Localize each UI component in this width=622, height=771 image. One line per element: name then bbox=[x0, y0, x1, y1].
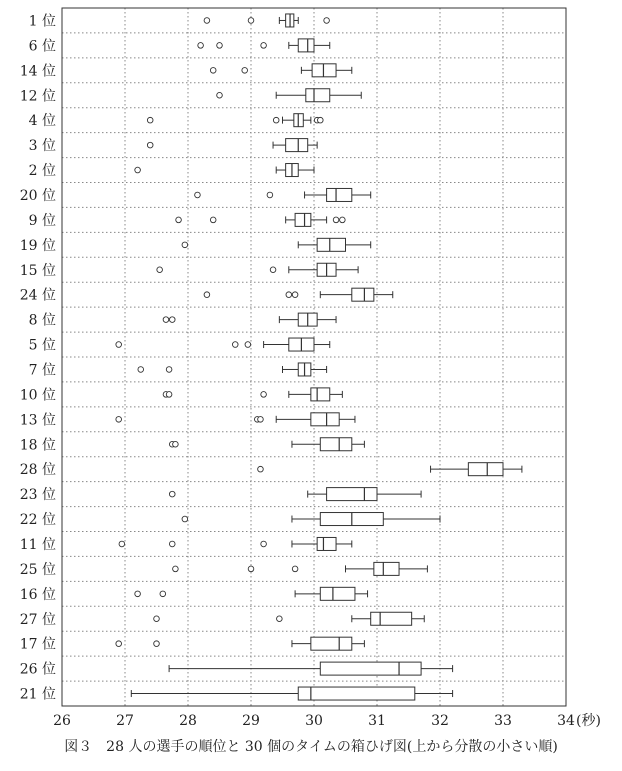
outlier-point bbox=[292, 292, 298, 298]
figure-caption: 図３ 28 人の選手の順位と 30 個のタイムの箱ひげ図(上から分散の小さい順) bbox=[64, 739, 558, 755]
row-label: 26 位 bbox=[19, 661, 56, 678]
row-label: 24 位 bbox=[19, 287, 56, 304]
box-row bbox=[20, 263, 358, 279]
iqr-box bbox=[352, 288, 374, 301]
x-tick-label: 27 bbox=[116, 713, 134, 729]
outlier-point bbox=[169, 491, 175, 497]
box-row bbox=[20, 687, 453, 703]
row-label: 5 位 bbox=[28, 337, 56, 354]
outlier-point bbox=[135, 591, 141, 597]
box-row bbox=[29, 113, 323, 129]
box-rows bbox=[20, 13, 522, 702]
row-label: 20 位 bbox=[19, 187, 56, 204]
iqr-box bbox=[298, 687, 415, 700]
outlier-point bbox=[248, 18, 254, 24]
row-label: 18 位 bbox=[19, 437, 56, 454]
box-row bbox=[20, 637, 365, 653]
iqr-box bbox=[298, 39, 314, 52]
x-unit-label: (秒) bbox=[576, 713, 601, 729]
outlier-point bbox=[258, 417, 264, 423]
box-row bbox=[20, 512, 440, 528]
outlier-point bbox=[324, 18, 330, 24]
outlier-point bbox=[210, 68, 216, 74]
row-label: 21 位 bbox=[19, 686, 56, 703]
box-row bbox=[20, 387, 343, 403]
row-label: 25 位 bbox=[19, 561, 56, 578]
x-tick-label: 26 bbox=[53, 713, 71, 729]
outlier-point bbox=[277, 616, 283, 622]
outlier-point bbox=[173, 441, 179, 447]
outlier-point bbox=[210, 217, 216, 223]
iqr-box bbox=[327, 188, 352, 201]
outlier-point bbox=[182, 516, 188, 522]
iqr-box bbox=[306, 89, 330, 102]
x-tick-label: 29 bbox=[242, 713, 260, 729]
outlier-point bbox=[163, 317, 169, 323]
iqr-box bbox=[320, 662, 421, 675]
iqr-box bbox=[374, 562, 399, 575]
iqr-box bbox=[317, 238, 345, 251]
box-row bbox=[29, 13, 330, 29]
outlier-point bbox=[166, 392, 172, 398]
box-row bbox=[20, 437, 365, 453]
row-label: 2 位 bbox=[28, 163, 56, 180]
iqr-box bbox=[371, 612, 412, 625]
outlier-point bbox=[173, 566, 179, 572]
outlier-point bbox=[261, 392, 267, 398]
outlier-point bbox=[270, 267, 276, 273]
row-label: 28 位 bbox=[19, 462, 56, 479]
box-row bbox=[20, 462, 522, 478]
box-row bbox=[20, 63, 352, 79]
x-tick-label: 28 bbox=[179, 713, 197, 729]
box-row bbox=[20, 612, 425, 628]
box-row bbox=[20, 662, 453, 678]
row-label: 14 位 bbox=[19, 63, 56, 80]
outlier-point bbox=[116, 417, 122, 423]
outlier-point bbox=[135, 167, 141, 173]
row-label: 12 位 bbox=[19, 88, 56, 105]
box-row bbox=[29, 163, 314, 179]
outlier-point bbox=[248, 566, 254, 572]
outlier-point bbox=[147, 142, 153, 148]
outlier-point bbox=[258, 466, 264, 472]
row-label: 9 位 bbox=[28, 212, 56, 229]
iqr-box bbox=[320, 438, 352, 451]
row-label: 13 位 bbox=[19, 412, 56, 429]
outlier-point bbox=[242, 68, 248, 74]
grid bbox=[62, 8, 566, 706]
row-label: 22 位 bbox=[19, 512, 56, 529]
outlier-point bbox=[147, 117, 153, 123]
iqr-box bbox=[320, 587, 355, 600]
row-label: 15 位 bbox=[19, 262, 56, 279]
iqr-box bbox=[311, 388, 330, 401]
x-tick-label: 31 bbox=[368, 713, 386, 729]
box-row bbox=[20, 537, 352, 553]
outlier-point bbox=[166, 367, 172, 373]
x-tick-label: 34 bbox=[557, 713, 575, 729]
outlier-point bbox=[176, 217, 182, 223]
outlier-point bbox=[261, 43, 267, 49]
outlier-point bbox=[204, 18, 210, 24]
outlier-point bbox=[182, 242, 188, 248]
outlier-point bbox=[217, 43, 223, 49]
outlier-point bbox=[273, 117, 279, 123]
box-row bbox=[29, 338, 330, 354]
outlier-point bbox=[261, 541, 267, 547]
box-row bbox=[29, 138, 318, 154]
row-label: 6 位 bbox=[28, 38, 56, 55]
outlier-point bbox=[138, 367, 144, 373]
outlier-point bbox=[195, 192, 201, 198]
box-row bbox=[20, 238, 371, 254]
iqr-box bbox=[317, 537, 336, 550]
outlier-point bbox=[154, 641, 160, 647]
row-label: 10 位 bbox=[19, 387, 56, 404]
outlier-point bbox=[154, 616, 160, 622]
outlier-point bbox=[333, 217, 339, 223]
outlier-point bbox=[232, 342, 238, 348]
row-label: 1 位 bbox=[28, 13, 56, 30]
outlier-point bbox=[340, 217, 346, 223]
outlier-point bbox=[169, 541, 175, 547]
box-row bbox=[29, 38, 330, 54]
outlier-point bbox=[267, 192, 273, 198]
box-row bbox=[29, 213, 346, 229]
outlier-point bbox=[292, 566, 298, 572]
row-label: 27 位 bbox=[19, 611, 56, 628]
iqr-box bbox=[312, 64, 336, 77]
outlier-point bbox=[204, 292, 210, 298]
outlier-point bbox=[116, 641, 122, 647]
row-label: 3 位 bbox=[28, 138, 56, 155]
row-label: 16 位 bbox=[19, 586, 56, 603]
iqr-box bbox=[327, 488, 377, 501]
iqr-box bbox=[311, 413, 339, 426]
iqr-box bbox=[286, 139, 308, 152]
x-tick-label: 33 bbox=[494, 713, 512, 729]
box-row bbox=[20, 587, 368, 603]
outlier-point bbox=[169, 317, 175, 323]
iqr-box bbox=[468, 463, 503, 476]
box-row bbox=[20, 288, 393, 304]
box-row bbox=[29, 313, 336, 329]
x-tick-label: 30 bbox=[305, 713, 323, 729]
row-label: 8 位 bbox=[28, 312, 56, 329]
outlier-point bbox=[119, 541, 125, 547]
outlier-point bbox=[198, 43, 204, 49]
outlier-point bbox=[318, 117, 324, 123]
x-tick-label: 32 bbox=[431, 713, 449, 729]
outlier-point bbox=[245, 342, 251, 348]
row-label: 7 位 bbox=[28, 362, 56, 379]
iqr-box bbox=[311, 637, 352, 650]
row-label: 11 位 bbox=[19, 536, 56, 553]
box-row bbox=[20, 412, 355, 428]
row-label: 4 位 bbox=[28, 113, 56, 130]
box-row bbox=[20, 88, 362, 104]
row-label: 19 位 bbox=[19, 237, 56, 254]
outlier-point bbox=[157, 267, 163, 273]
row-label: 23 位 bbox=[19, 487, 56, 504]
outlier-point bbox=[116, 342, 122, 348]
outlier-point bbox=[286, 292, 292, 298]
x-axis bbox=[53, 712, 601, 729]
box-row bbox=[20, 487, 421, 503]
box-row bbox=[20, 188, 371, 204]
row-label: 17 位 bbox=[19, 636, 56, 653]
box-row bbox=[29, 362, 327, 378]
box-row bbox=[20, 562, 428, 578]
outlier-point bbox=[217, 92, 223, 98]
outlier-point bbox=[160, 591, 166, 597]
iqr-box bbox=[295, 213, 311, 226]
